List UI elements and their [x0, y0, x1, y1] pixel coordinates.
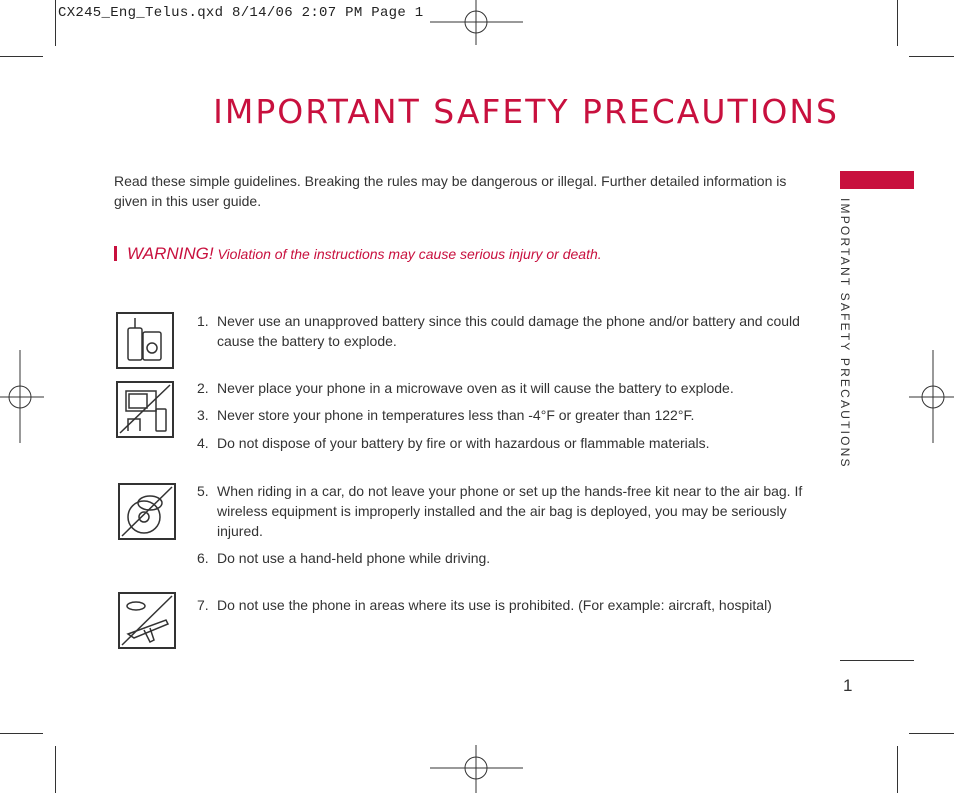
item-text: When riding in a car, do not leave your phone or set up the hands-free kit near to the air bag. If wireless equipment is improperly installed and the air bag is deployed, you may be seriously injured. — [217, 483, 803, 539]
item-text: Do not use the phone in areas where its use is prohibited. (For example: aircraft, hospital) — [217, 597, 772, 613]
list-item — [197, 595, 807, 615]
item-number: 5. — [197, 483, 209, 499]
no-aircraft-icon — [118, 592, 176, 649]
footer-rule — [840, 660, 914, 661]
print-slug: CX245_Eng_Telus.qxd 8/14/06 2:07 PM Page 1 — [58, 5, 424, 21]
warning-text: Violation of the instructions may cause serious injury or death. — [217, 246, 602, 262]
item-number: 3. — [197, 407, 209, 423]
warning-bar — [114, 246, 117, 261]
sidebar-tab — [840, 171, 914, 189]
list-item — [197, 311, 807, 351]
page-title: IMPORTANT SAFETY PRECAUTIONS — [213, 92, 839, 131]
list-item — [197, 548, 807, 568]
item-text: Do not use a hand-held phone while driving. — [217, 550, 491, 566]
item-text: Never place your phone in a microwave oven as it will cause the battery to explode. — [217, 380, 734, 396]
list-item — [197, 378, 807, 398]
item-number: 7. — [197, 597, 209, 613]
item-number: 6. — [197, 550, 209, 566]
item-text: Do not dispose of your battery by fire or with hazardous or flammable materials. — [217, 435, 710, 451]
item-text: Never use an unapproved battery since this could damage the phone and/or battery and could cause the battery to explode. — [217, 313, 800, 349]
item-number: 1. — [197, 313, 209, 329]
list-item — [197, 433, 807, 453]
list-item — [197, 405, 807, 425]
warning-line — [114, 244, 602, 264]
item-number: 2. — [197, 380, 209, 396]
item-text: Never store your phone in temperatures less than -4°F or greater than 122°F. — [217, 407, 695, 423]
airbag-icon — [118, 483, 176, 540]
page-number: 1 — [843, 676, 853, 695]
list-item — [197, 481, 807, 541]
intro-paragraph: Read these simple guidelines. Breaking the rules may be dangerous or illegal. Further detailed information is given in this user guide. — [114, 173, 787, 209]
warning-label: WARNING! — [127, 244, 214, 263]
item-number: 4. — [197, 435, 209, 451]
sidebar-label: IMPORTANT SAFETY PRECAUTIONS — [838, 198, 852, 469]
microwave-phone-icon — [116, 381, 174, 438]
battery-phone-icon — [116, 312, 174, 369]
